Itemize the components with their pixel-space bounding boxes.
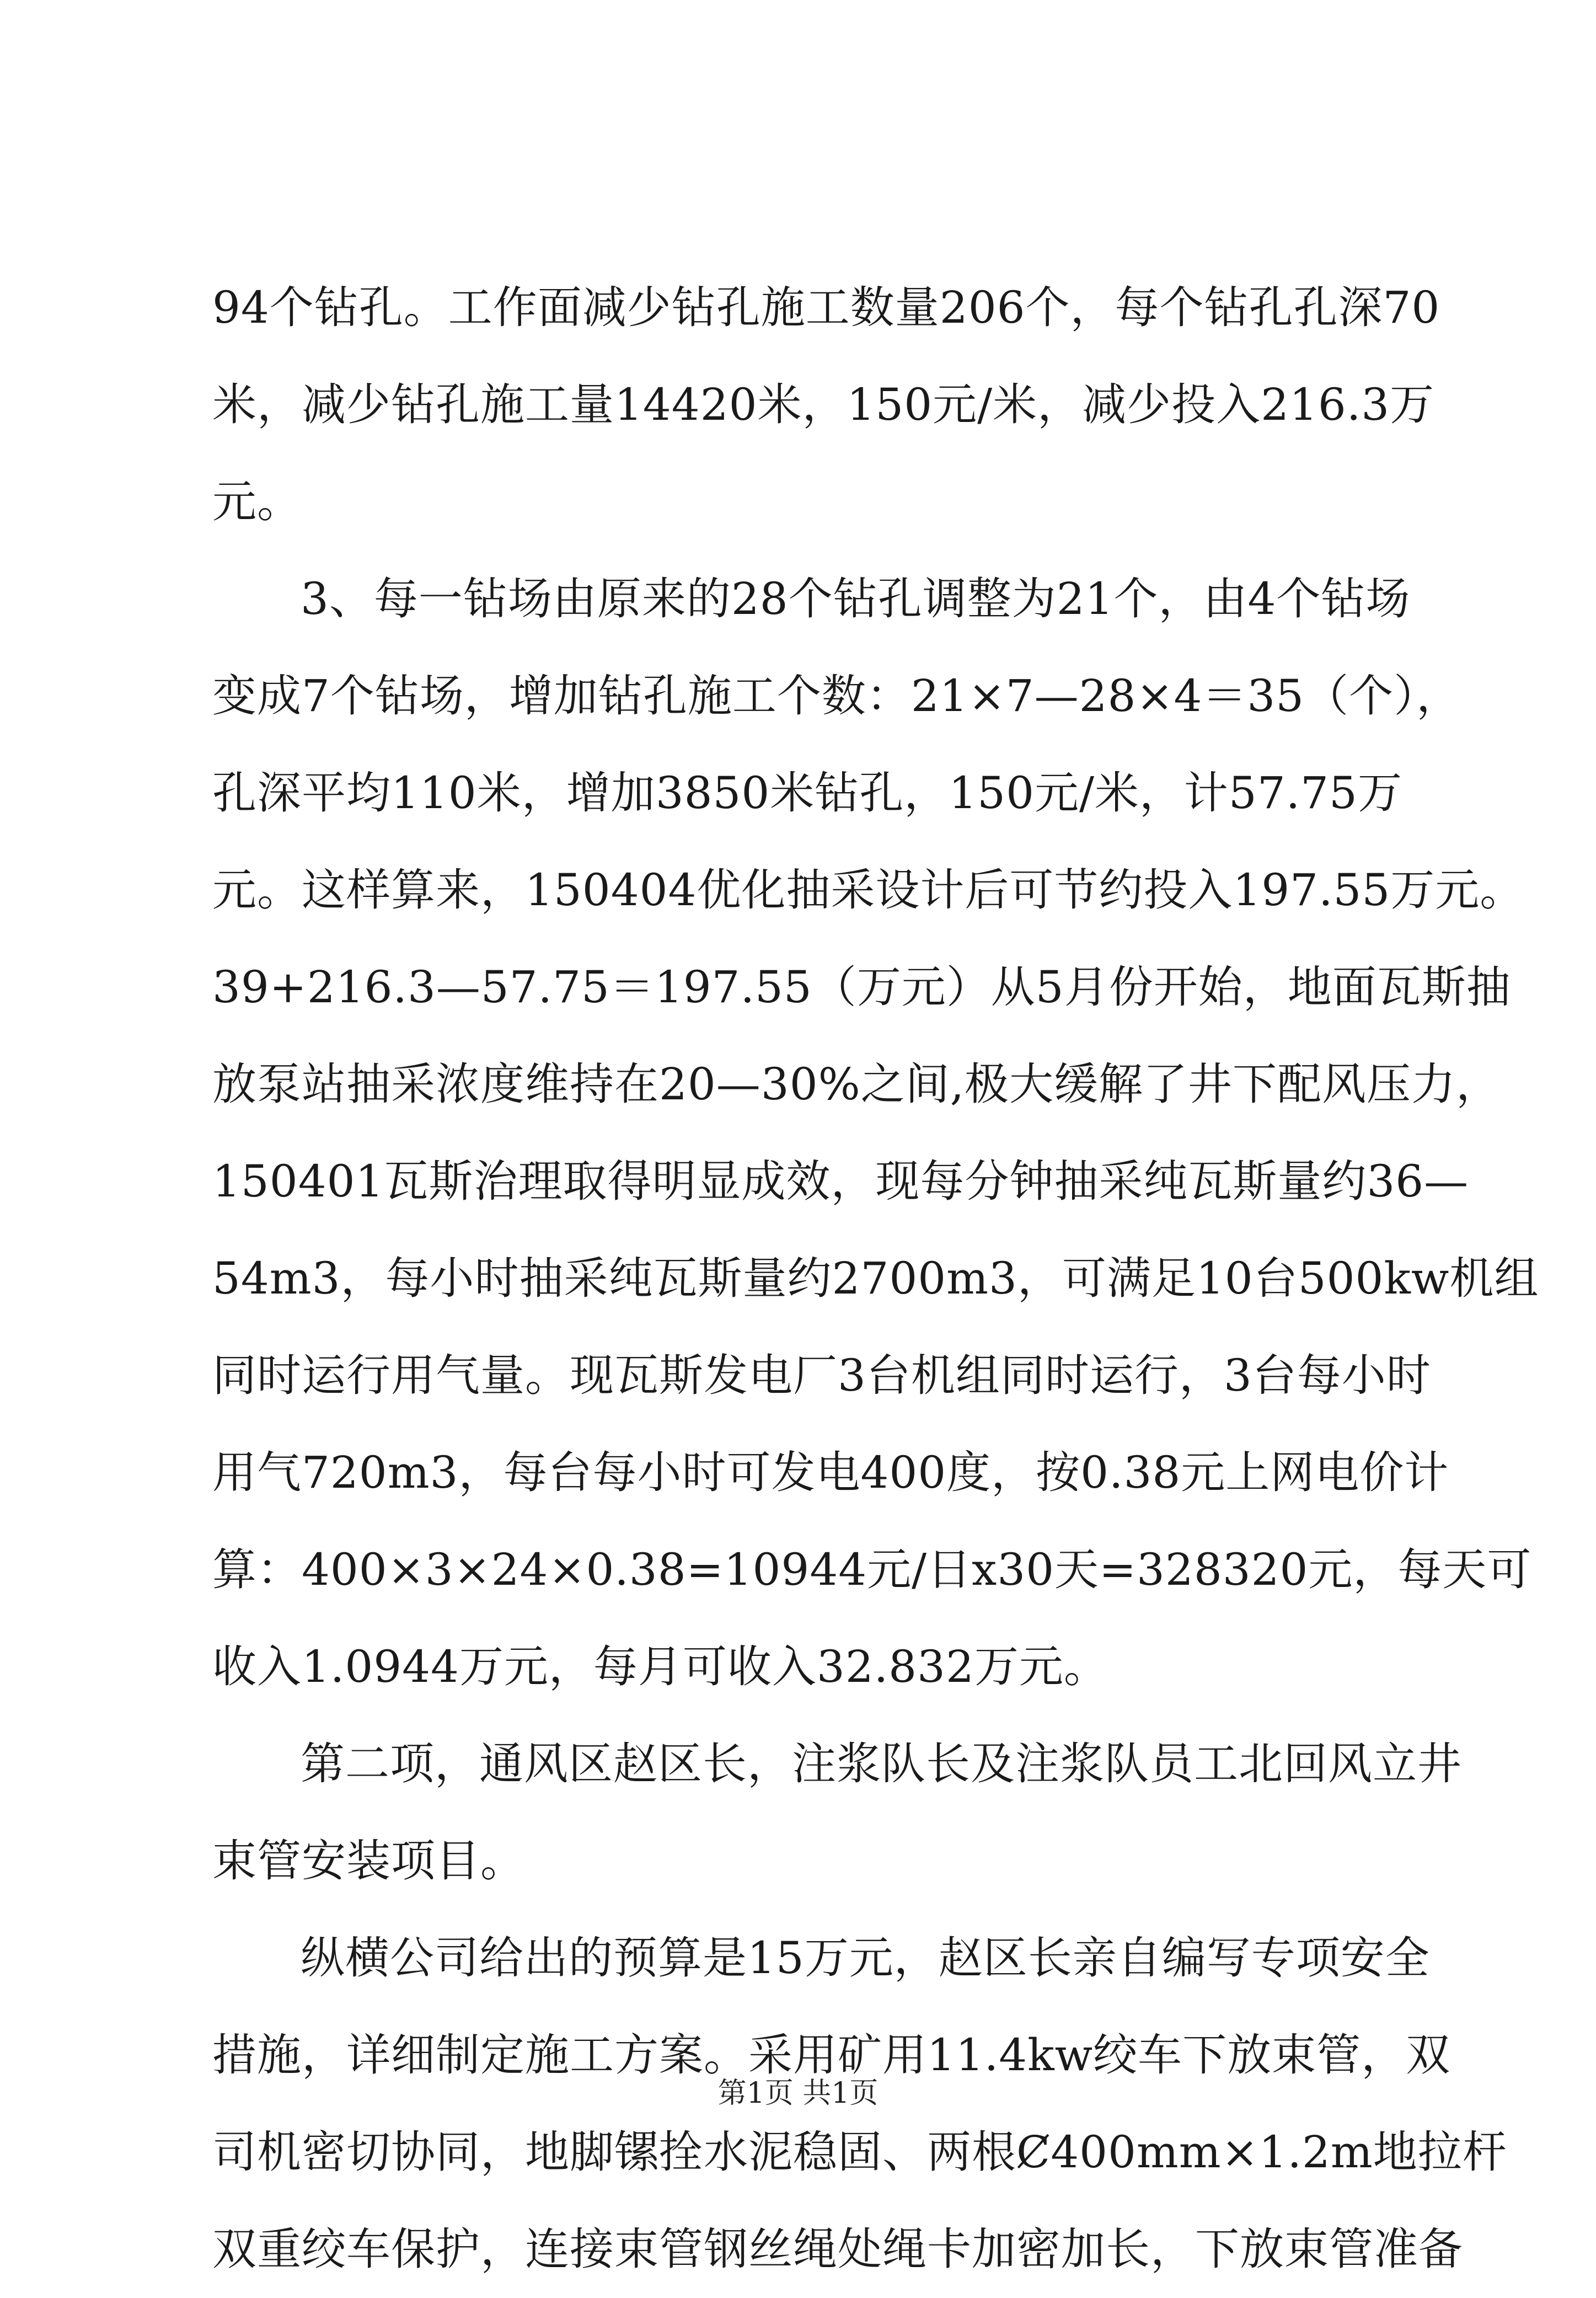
text-line: 同时运行用气量。现瓦斯发电厂3台机组同时运行，3台每小时 [212, 1350, 1431, 1401]
text-line: 收入1.0944万元，每月可收入32.832万元。 [212, 1641, 1108, 1692]
text-line: 孔深平均110米，增加3850米钻孔，150元/米，计57.75万 [212, 767, 1402, 819]
text-line: 束管安装项目。 [212, 1835, 525, 1887]
paragraph-start-line: 3、每一钻场由原来的28个钻孔调整为21个，由4个钻场 [301, 573, 1411, 624]
text-line: 元。 [212, 476, 302, 527]
document-body [212, 259, 1539, 2298]
text-line: 150401瓦斯治理取得明显成效，现每分钟抽采纯瓦斯量约36— [212, 1156, 1469, 1207]
text-line: 司机密切协同，地脚镙拴水泥稳固、两根Ȼ400mm×1.2m地拉杆 [212, 2126, 1507, 2178]
text-line: 元。这样算来，150404优化抽采设计后可节约投入197.55万元。 [212, 864, 1525, 916]
text-line: 用气720m3，每台每小时可发电400度，按0.38元上网电价计 [212, 1447, 1449, 1498]
page-footer: 第1页 共1页 [717, 2077, 879, 2110]
paragraph-start-line: 纵横公司给出的预算是15万元，赵区长亲自编写专项安全 [301, 1932, 1430, 1984]
text-line: 54m3，每小时抽采纯瓦斯量约2700m3，可满足10台500kw机组 [212, 1253, 1539, 1304]
text-line: 米，减少钻孔施工量14420米，150元/米，减少投入216.3万 [212, 379, 1435, 430]
text-line: 放泵站抽采浓度维持在20—30%之间,极大缓解了井下配风压力， [212, 1059, 1501, 1110]
text-line: 算：400×3×24×0.38=10944元/日x30天=328320元，每天可 [212, 1544, 1532, 1595]
text-line: 双重绞车保护，连接束管钢丝绳处绳卡加密加长，下放束管准备 [212, 2224, 1463, 2275]
paragraph-start-line: 第二项，通风区赵区长，注浆队长及注浆队员工北回风立井 [301, 1738, 1462, 1789]
text-line: 变成7个钻场，增加钻孔施工个数：21×7—28×4＝35（个）， [212, 670, 1461, 722]
text-line: 措施，详细制定施工方案。采用矿用11.4kw绞车下放束管，双 [212, 2029, 1451, 2081]
text-line: 94个钻孔。工作面减少钻孔施工数量206个，每个钻孔孔深70 [212, 282, 1440, 333]
text-line: 39+216.3—57.75＝197.55（万元）从5月份开始，地面瓦斯抽 [212, 961, 1511, 1013]
